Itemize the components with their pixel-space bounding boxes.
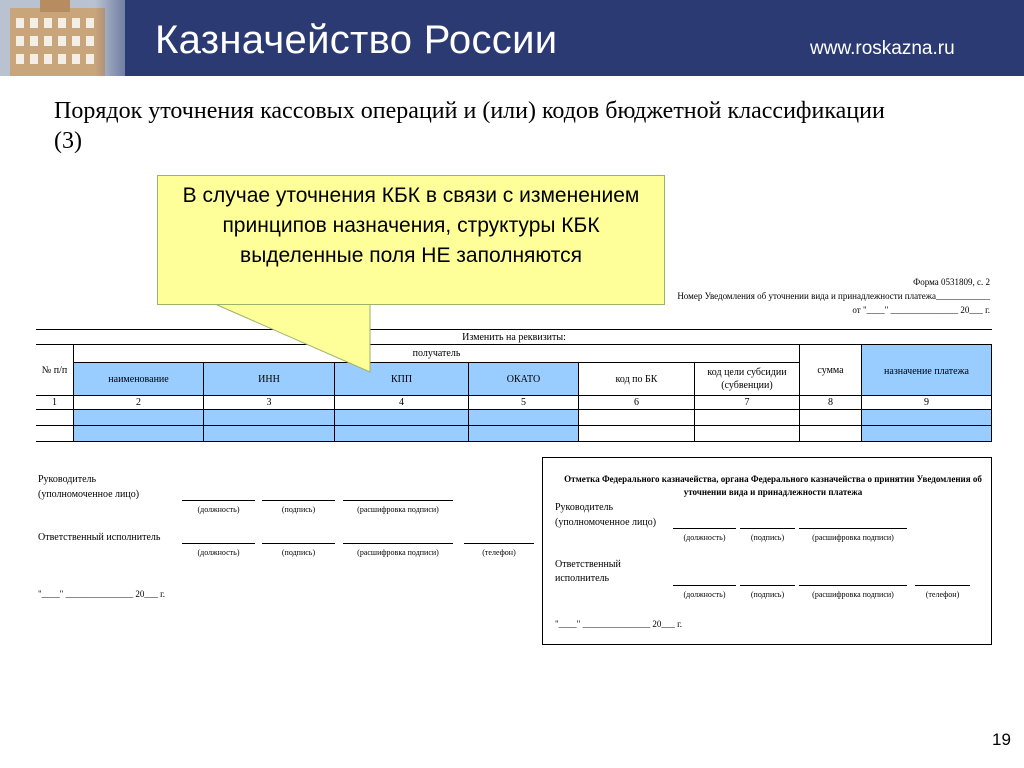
table-row-cell[interactable] [578,425,695,442]
table-row-cell[interactable] [861,409,992,426]
header-url[interactable]: www.roskazna.ru [810,38,955,59]
table-row-cell[interactable] [73,425,204,442]
col-sum-header: сумма [799,344,862,396]
caption-decode: (расшифровка подписи) [357,505,439,514]
header-banner [0,0,1024,76]
colnum-5: 5 [468,395,579,410]
caption-decode: (расшифровка подписи) [812,533,894,542]
table-row-cell[interactable] [578,409,695,426]
caption-signature: (подпись) [281,505,316,514]
executor-label-right-2: исполнитель [555,573,610,584]
col-okato-header: ОКАТО [468,362,579,396]
table-row-cell[interactable] [203,409,335,426]
colnum-3: 3 [203,395,335,410]
col-purpose-header: назначение платежа [861,344,992,396]
colnum-4: 4 [334,395,469,410]
executor-label-left: Ответственный исполнитель [38,532,161,543]
date-left: "____" _______________ 20___ г. [38,589,166,599]
table-row-cell[interactable] [334,409,469,426]
caption-position: (должность) [683,533,726,542]
change-to-label: Изменить на реквизиты: [462,332,566,343]
form-id: Форма 0531809, с. 2 [913,277,990,287]
head-label-right: Руководитель [555,502,614,513]
caption-decode: (расшифровка подписи) [812,590,894,599]
col-inn-header: ИНН [203,362,335,396]
caption-position: (должность) [197,505,240,514]
col-kpp-header: КПП [334,362,469,396]
caption-phone: (телефон) [482,548,516,557]
table-row-cell[interactable] [799,409,862,426]
table-row-cell[interactable] [694,409,800,426]
colnum-8: 8 [799,395,862,410]
caption-phone: (телефон) [925,590,960,599]
caption-signature: (подпись) [750,533,785,542]
head-label-left: Руководитель [38,474,97,485]
colnum-1: 1 [36,395,74,410]
colnum-6: 6 [578,395,695,410]
col-num-header: № п/п [36,344,74,396]
colnum-7: 7 [694,395,800,410]
col-name-header: наименование [73,362,204,396]
colnum-9: 9 [861,395,992,410]
caption-position: (должность) [197,548,240,557]
callout-note: В случае уточнения КБК в связи с изменением принципов назначения, структуры КБК выделенные поля НЕ заполняются [157,175,665,305]
table-row-cell[interactable] [203,425,335,442]
caption-signature: (подпись) [750,590,785,599]
table-row-cell[interactable] [73,409,204,426]
table-row-cell[interactable] [861,425,992,442]
acceptance-title: Отметка Федерального казначейства, органа Федерального казначейства о принятии Уведомления об уточнении вида и принадлежности платежа [564,474,982,497]
table-row-cell[interactable] [468,425,579,442]
notice-number: Номер Уведомления об уточнении вида и принадлежности платежа____________ [677,291,990,301]
notice-date: от "____" _______________ 20___ г. [852,305,990,315]
table-row-cell[interactable] [468,409,579,426]
header-title: Казначейство России [155,18,558,62]
col-subsidy-header: код цели субсидии (субвенции) [694,362,800,396]
slide-title: Порядок уточнения кассовых операций и (или) кодов бюджетной классификации (3) [54,98,885,154]
table-row-cell [36,425,74,442]
table-row-cell[interactable] [799,425,862,442]
head-sub-left: (уполномоченное лицо) [38,489,140,500]
caption-decode: (расшифровка подписи) [357,548,439,557]
table-row-cell[interactable] [694,425,800,442]
col-kbk-header: код по БК [578,362,695,396]
recipient-header: получатель [73,344,800,363]
page-number: 19 [992,730,1011,749]
colnum-2: 2 [73,395,204,410]
table-row-cell[interactable] [334,425,469,442]
date-right: "____" _______________ 20___ г. [555,619,683,629]
caption-position: (должность) [683,590,726,599]
caption-signature: (подпись) [281,548,316,557]
executor-label-right: Ответственный [555,559,621,570]
head-sub-right: (уполномоченное лицо) [555,517,657,528]
table-row-cell [36,409,74,426]
